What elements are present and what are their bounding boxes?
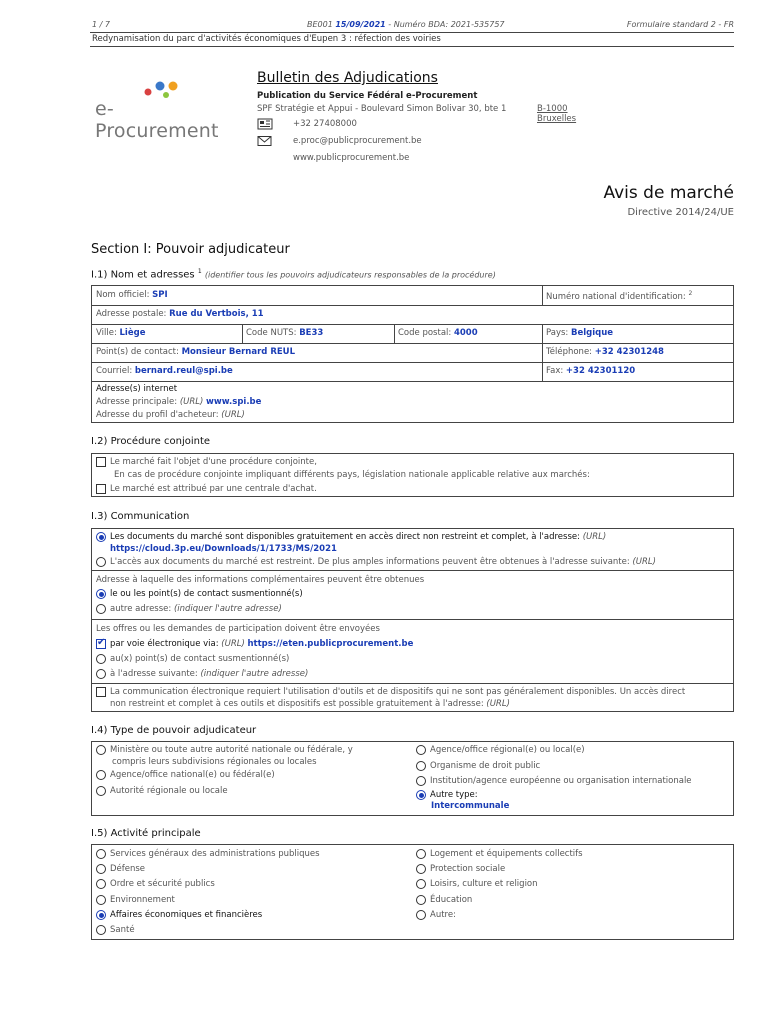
page-number: 1 / 7 bbox=[92, 20, 110, 29]
main-activity-box bbox=[91, 844, 734, 940]
activity-health-radio[interactable] bbox=[95, 925, 135, 935]
option-label: La communication électronique requiert l'utilisation d'outils et de dispositifs qui ne sont pas généralement disponibles. Un accès direct bbox=[110, 687, 686, 697]
contact-value: Monsieur Bernard REUL bbox=[181, 347, 295, 357]
heading-i4: I.4) Type de pouvoir adjudicateur bbox=[91, 725, 257, 736]
docs-url[interactable] bbox=[110, 544, 337, 554]
envelope-icon bbox=[257, 135, 273, 147]
special-tools-line2 bbox=[110, 699, 510, 709]
radio-icon[interactable] bbox=[96, 895, 106, 905]
phone-row bbox=[257, 119, 506, 131]
field-label: Adresse du profil d'acheteur: bbox=[96, 410, 219, 420]
email-row bbox=[257, 136, 506, 148]
radio-icon[interactable] bbox=[96, 745, 106, 755]
activity-social-radio[interactable] bbox=[415, 864, 505, 874]
option-label: Ministère ou toute autre autorité nationale ou fédérale, y bbox=[110, 745, 353, 755]
joint-procurement-box bbox=[91, 453, 734, 497]
phone-cell bbox=[546, 347, 664, 357]
postcode-value: 4000 bbox=[453, 328, 478, 338]
field-label: Numéro national d'identification: bbox=[546, 291, 686, 302]
authority-type-box bbox=[91, 741, 734, 816]
logo-text: e-Procurement bbox=[95, 98, 219, 142]
page-header bbox=[92, 20, 734, 32]
activity-general-services-radio[interactable] bbox=[95, 849, 320, 859]
checkbox-icon[interactable] bbox=[96, 687, 106, 697]
heading-i5: I.5) Activité principale bbox=[91, 828, 201, 839]
info-other-radio[interactable] bbox=[95, 604, 282, 614]
option-label: Agence/office national(e) ou fédéral(e) bbox=[110, 770, 275, 780]
tools-text: non restreint et complet à ces outils et dispositifs est possible gratuitement à l'adresse: bbox=[110, 699, 484, 709]
field-label: Nom officiel: bbox=[96, 290, 150, 300]
form-reference bbox=[307, 20, 505, 29]
checkbox-checked-icon[interactable] bbox=[96, 639, 106, 649]
option-label: le ou les point(s) de contact susmentionné(s) bbox=[110, 589, 303, 599]
option-label: Autre type: bbox=[430, 790, 478, 800]
radio-icon[interactable] bbox=[96, 864, 106, 874]
other-type-value: Intercommunale bbox=[431, 801, 510, 811]
notice-subject: Redynamisation du parc d'activités économiques d'Eupen 3 : réfection des voiries bbox=[92, 34, 441, 44]
bulletin-phone: +32 27408000 bbox=[293, 119, 357, 129]
section-title: Section I: Pouvoir adjudicateur bbox=[91, 242, 290, 257]
radio-selected-icon[interactable] bbox=[96, 910, 106, 920]
type-regional-radio[interactable] bbox=[95, 786, 228, 796]
activity-public-order-radio[interactable] bbox=[95, 879, 215, 889]
central-purchasing-checkbox[interactable] bbox=[95, 484, 317, 494]
url-hint: (URL) bbox=[221, 410, 245, 420]
option-label: Organisme de droit public bbox=[430, 761, 541, 771]
heading-i1-note: (identifier tous les pouvoirs adjudicateurs responsables de la procédure) bbox=[204, 270, 496, 280]
radio-icon[interactable] bbox=[416, 849, 426, 859]
postcode-cell bbox=[398, 328, 478, 338]
field-label: Courriel: bbox=[96, 366, 133, 376]
offers-electronic-checkbox[interactable] bbox=[95, 639, 413, 649]
url-hint: (URL) bbox=[582, 532, 607, 542]
activity-defence-radio[interactable] bbox=[95, 864, 145, 874]
type-public-law-radio[interactable] bbox=[415, 761, 540, 771]
radio-selected-icon[interactable] bbox=[96, 589, 106, 599]
activity-other-radio[interactable] bbox=[415, 910, 456, 920]
fax-value: +32 42301120 bbox=[565, 366, 636, 376]
country-value: Belgique bbox=[570, 328, 614, 338]
notice-heading bbox=[603, 183, 734, 218]
option-hint: (indiquer l'autre adresse) bbox=[200, 669, 309, 679]
option-label: L'accès aux documents du marché est restreint. De plus amples informations peuvent être obtenues à l'adresse suivante: bbox=[110, 557, 630, 567]
option-label: Environnement bbox=[110, 895, 175, 905]
option-label: Santé bbox=[110, 925, 135, 935]
city-value: Liège bbox=[119, 328, 146, 338]
option-label: Éducation bbox=[430, 895, 473, 905]
radio-selected-icon[interactable] bbox=[416, 790, 426, 800]
docs-free-radio[interactable] bbox=[95, 532, 606, 542]
phone-value: +32 42301248 bbox=[594, 347, 664, 357]
postal-address-row bbox=[96, 309, 264, 319]
info-contact-radio[interactable] bbox=[95, 589, 303, 599]
option-label: à l'adresse suivante: bbox=[110, 669, 198, 679]
field-label: Adresse principale: bbox=[96, 397, 178, 407]
field-label: Point(s) de contact: bbox=[96, 347, 179, 357]
divider bbox=[90, 46, 734, 47]
option-label: Institution/agence européenne ou organisation internationale bbox=[430, 776, 692, 786]
postal-address-value: Rue du Vertbois, 11 bbox=[169, 309, 264, 319]
radio-icon[interactable] bbox=[416, 761, 426, 771]
official-name-value: SPI bbox=[152, 290, 168, 300]
radio-icon[interactable] bbox=[96, 669, 106, 679]
address-city: B-1000 Bruxelles bbox=[537, 104, 577, 124]
radio-icon[interactable] bbox=[416, 895, 426, 905]
form-type: Formulaire standard 2 - FR bbox=[626, 20, 734, 29]
special-tools-checkbox[interactable] bbox=[95, 687, 685, 697]
fax-cell bbox=[546, 366, 635, 376]
communication-box bbox=[91, 528, 734, 712]
type-national-radio[interactable] bbox=[95, 770, 275, 780]
radio-icon[interactable] bbox=[96, 925, 106, 935]
publication-date: 15/09/2021 bbox=[335, 20, 386, 29]
type-ministry-line2: compris leurs subdivisions régionales ou locales bbox=[112, 757, 317, 767]
joint-procedure-checkbox[interactable] bbox=[95, 457, 317, 467]
activity-environment-radio[interactable] bbox=[95, 895, 175, 905]
type-regional-agency-radio[interactable] bbox=[415, 745, 585, 755]
offers-address-radio[interactable] bbox=[95, 669, 308, 679]
option-label: au(x) point(s) de contact susmentionné(s) bbox=[110, 654, 290, 664]
field-label: Ville: bbox=[96, 328, 117, 338]
official-name-row bbox=[96, 290, 168, 300]
radio-icon[interactable] bbox=[96, 557, 106, 567]
option-label: Le marché fait l'objet d'une procédure conjointe, bbox=[110, 457, 317, 467]
option-label: Ordre et sécurité publics bbox=[110, 879, 215, 889]
url-hint: (URL) bbox=[179, 397, 204, 407]
logo-dots-icon bbox=[135, 78, 185, 100]
option-label: par voie électronique via: bbox=[110, 639, 219, 649]
radio-icon[interactable] bbox=[416, 776, 426, 786]
divider bbox=[90, 32, 734, 33]
activity-education-radio[interactable] bbox=[415, 895, 472, 905]
bulletin-email[interactable]: e.proc@publicprocurement.be bbox=[293, 136, 422, 146]
city-cell bbox=[96, 328, 145, 338]
heading-i3: I.3) Communication bbox=[91, 511, 190, 522]
buyer-profile-row bbox=[96, 410, 245, 420]
bulletin-block bbox=[257, 70, 577, 165]
web-row bbox=[257, 153, 506, 165]
bulletin-subtitle: Publication du Service Fédéral e-Procurement bbox=[257, 91, 478, 101]
option-label: Autre: bbox=[430, 910, 456, 920]
docs-url-value[interactable]: https://cloud.3p.eu/Downloads/1/1733/MS/2021 bbox=[110, 544, 337, 554]
radio-icon[interactable] bbox=[416, 864, 426, 874]
option-label: Services généraux des administrations publiques bbox=[110, 849, 320, 859]
type-other-value bbox=[431, 801, 509, 811]
option-label: Défense bbox=[110, 864, 146, 874]
radio-icon[interactable] bbox=[416, 745, 426, 755]
nuts-cell bbox=[246, 328, 323, 338]
offers-label: Les offres ou les demandes de participation doivent être envoyées bbox=[96, 624, 380, 634]
option-label: Loisirs, culture et religion bbox=[430, 879, 538, 889]
radio-icon[interactable] bbox=[416, 879, 426, 889]
radio-icon[interactable] bbox=[96, 879, 106, 889]
option-label: Agence/office régional(e) ou local(e) bbox=[430, 745, 585, 755]
radio-icon[interactable] bbox=[96, 786, 106, 796]
national-id-row bbox=[546, 290, 692, 302]
radio-icon[interactable] bbox=[96, 849, 106, 859]
form-id: BE001 bbox=[307, 20, 333, 29]
option-label: Les documents du marché sont disponibles gratuitement en accès direct non restreint et complet, à l'adresse: bbox=[110, 532, 580, 542]
option-label: Logement et équipements collectifs bbox=[430, 849, 583, 859]
field-label: Fax: bbox=[546, 366, 564, 376]
e-procurement-logo bbox=[95, 78, 225, 142]
joint-procedure-note: En cas de procédure conjointe impliquant différents pays, législation nationale applicable relative aux marchés: bbox=[114, 470, 590, 480]
field-label: Téléphone: bbox=[546, 347, 593, 357]
url-hint: (URL) bbox=[486, 699, 510, 709]
radio-icon[interactable] bbox=[416, 910, 426, 920]
phone-fax-icon bbox=[257, 118, 273, 130]
email-value[interactable]: bernard.reul@spi.be bbox=[134, 366, 233, 376]
radio-icon[interactable] bbox=[96, 654, 106, 664]
option-label: Protection sociale bbox=[430, 864, 506, 874]
heading-i1 bbox=[91, 268, 496, 280]
names-addresses-table bbox=[91, 285, 734, 423]
main-address-value[interactable]: www.spi.be bbox=[206, 397, 262, 407]
bulletin-title: Bulletin des Adjudications bbox=[257, 70, 438, 86]
heading-i2: I.2) Procédure conjointe bbox=[91, 436, 211, 447]
checkbox-icon[interactable] bbox=[96, 457, 106, 467]
footnote-mark: 2 bbox=[688, 290, 693, 297]
radio-selected-icon[interactable] bbox=[96, 532, 106, 542]
internet-label: Adresse(s) internet bbox=[96, 384, 178, 394]
field-label: Code postal: bbox=[398, 328, 452, 338]
nuts-value: BE33 bbox=[299, 328, 324, 338]
radio-icon[interactable] bbox=[96, 770, 106, 780]
docs-restricted-radio[interactable] bbox=[95, 557, 656, 567]
field-label: Adresse postale: bbox=[96, 309, 167, 319]
field-label: Pays: bbox=[546, 328, 569, 338]
type-eu-institution-radio[interactable] bbox=[415, 776, 692, 786]
footnote-mark: 1 bbox=[197, 268, 202, 275]
email-cell bbox=[96, 366, 233, 376]
option-label: Le marché est attribué par une centrale d'achat. bbox=[110, 484, 317, 494]
notice-directive: Directive 2014/24/UE bbox=[627, 207, 734, 218]
address-text: SPF Stratégie et Appui - Boulevard Simon Bolivar 30, bte 1 bbox=[257, 104, 507, 114]
main-address-row bbox=[96, 397, 261, 407]
info-address-label: Adresse à laquelle des informations complémentaires peuvent être obtenues bbox=[96, 575, 425, 585]
radio-icon[interactable] bbox=[96, 604, 106, 614]
type-ministry-radio[interactable] bbox=[95, 745, 353, 755]
bulletin-web[interactable]: www.publicprocurement.be bbox=[293, 153, 410, 163]
bda-number: - Numéro BDA: 2021-535757 bbox=[388, 20, 505, 29]
option-label: Autorité régionale ou locale bbox=[110, 786, 228, 796]
field-label: Code NUTS: bbox=[246, 328, 297, 338]
heading-i1-text: I.1) Nom et adresses bbox=[91, 269, 195, 281]
option-label: autre adresse: bbox=[110, 604, 172, 614]
option-hint: (indiquer l'autre adresse) bbox=[173, 604, 282, 614]
option-label: Affaires économiques et financières bbox=[110, 910, 263, 920]
url-hint: (URL) bbox=[632, 557, 656, 567]
activity-housing-radio[interactable] bbox=[415, 849, 583, 859]
contact-cell bbox=[96, 347, 295, 357]
country-cell bbox=[546, 328, 613, 338]
notice-title: Avis de marché bbox=[603, 183, 734, 203]
offers-url-value[interactable]: https://eten.publicprocurement.be bbox=[247, 639, 414, 649]
activity-economic-radio[interactable] bbox=[95, 910, 262, 920]
type-other-radio[interactable] bbox=[415, 790, 478, 800]
activity-leisure-radio[interactable] bbox=[415, 879, 538, 889]
checkbox-icon[interactable] bbox=[96, 484, 106, 494]
url-hint: (URL) bbox=[221, 639, 245, 649]
offers-contact-radio[interactable] bbox=[95, 654, 289, 664]
